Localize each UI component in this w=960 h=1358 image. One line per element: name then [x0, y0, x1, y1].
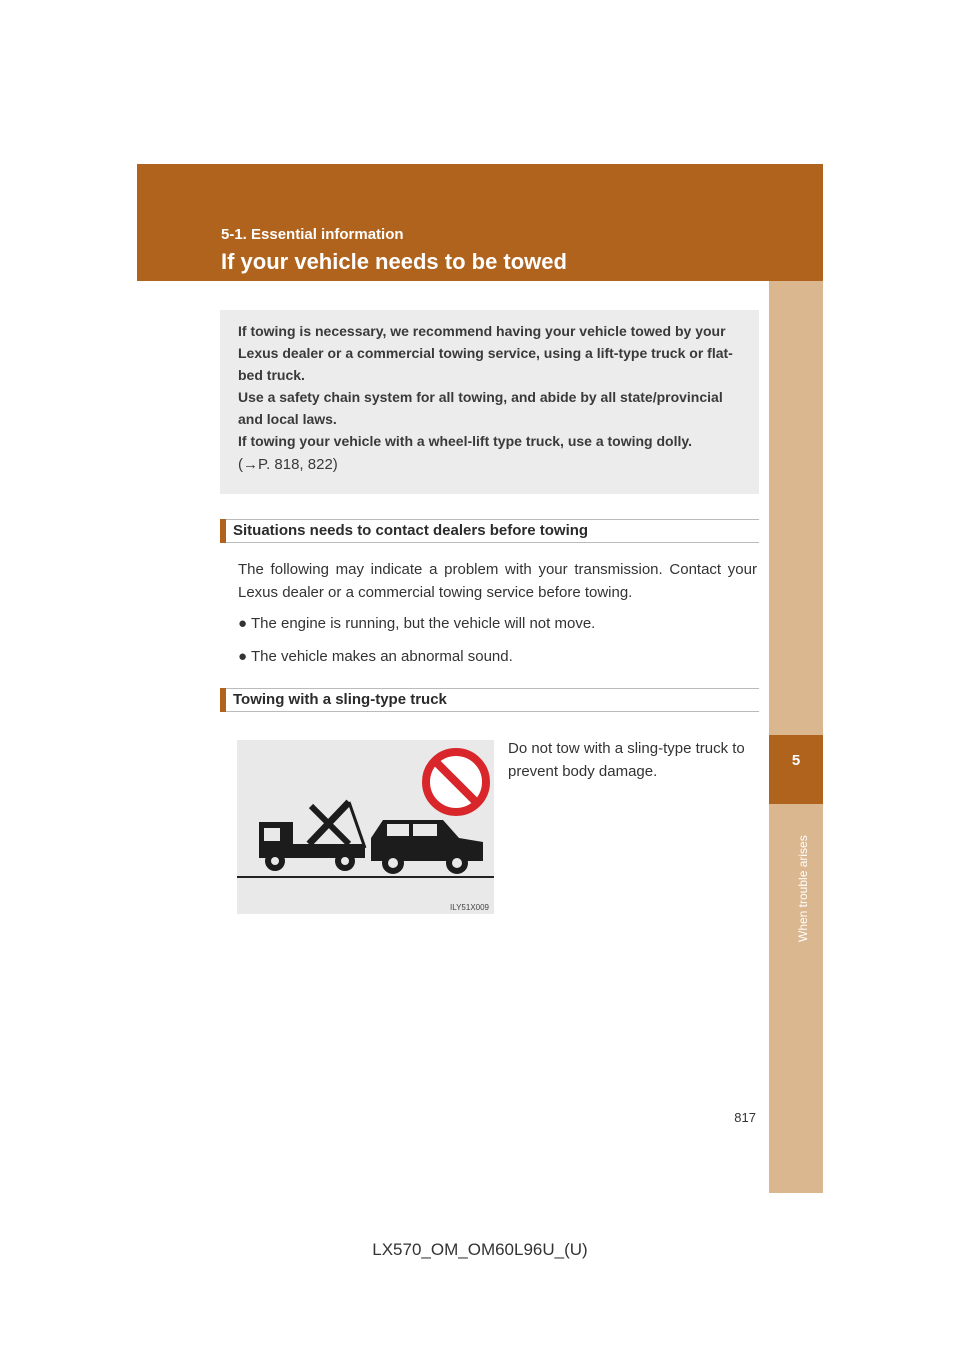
manual-code: LX570_OM_OM60L96U_(U)	[372, 1240, 588, 1259]
section-heading-text: Situations needs to contact dealers before towing	[233, 522, 589, 539]
chapter-name: When trouble arises	[796, 835, 810, 942]
image-code: ILY51X009	[450, 903, 489, 912]
section-heading-sling-truck	[220, 688, 759, 712]
intro-text-1: If towing is necessary, we recommend having your vehicle towed by your Lexus dealer or a commercial towing service, using a lift-type truck or flat-bed truck.	[238, 323, 733, 383]
chapter-number: 5	[791, 752, 801, 769]
sling-truck-illustration	[237, 740, 494, 914]
prohibition-icon	[426, 752, 486, 812]
bullet-text: The vehicle makes an abnormal sound.	[250, 648, 513, 665]
heading-marker	[220, 519, 226, 543]
list-item	[238, 613, 595, 635]
tow-truck-drawing	[237, 740, 494, 914]
side-tab-active-chapter[interactable]	[769, 735, 823, 804]
bullet-icon: ●	[238, 615, 251, 632]
intro-text-3: If towing your vehicle with a wheel-lift type truck, use a towing dolly.	[238, 433, 693, 449]
bullet-icon: ●	[238, 648, 251, 665]
illustration-caption: Do not tow with a sling-type truck to prevent body damage.	[508, 740, 745, 780]
bullet-text: The engine is running, but the vehicle will not move.	[250, 615, 596, 632]
page-number: 817	[734, 1110, 756, 1125]
section-heading-text: Towing with a sling-type truck	[233, 691, 447, 708]
section-label: 5-1. Essential information	[221, 226, 404, 243]
heading-marker	[220, 688, 226, 712]
section-heading-dealers	[220, 519, 759, 543]
section-body-text: The following may indicate a problem with your transmission. Contact your Lexus dealer or a commercial towing service before towing.	[238, 561, 757, 601]
page-title: If your vehicle needs to be towed	[221, 249, 567, 274]
intro-text-2: Use a safety chain system for all towing, and abide by all state/provincial and local laws.	[238, 389, 723, 427]
list-item	[238, 646, 513, 668]
page-reference-link[interactable]: (→P. 818, 822)	[238, 456, 338, 473]
intro-box	[220, 310, 759, 494]
